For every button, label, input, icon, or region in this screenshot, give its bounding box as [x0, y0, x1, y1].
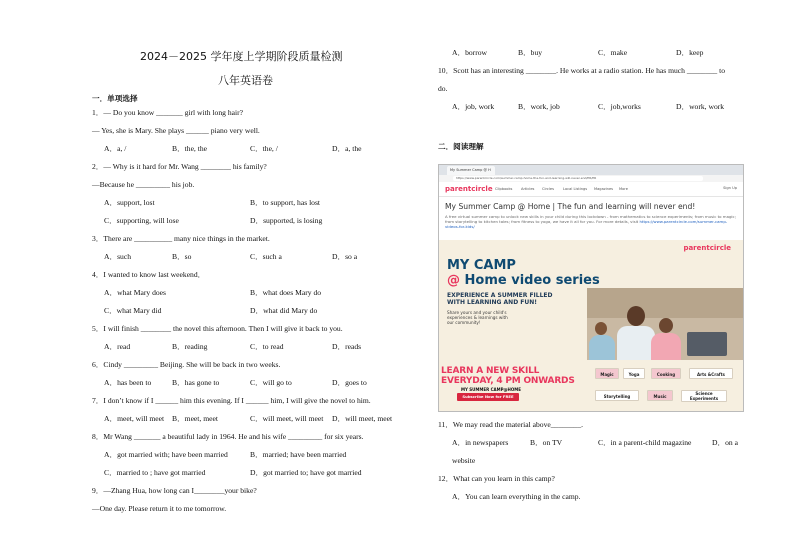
question-3-stem: 3．There are __________ many nice things in the market.	[92, 234, 270, 243]
banner-learn-line1: LEARN A NEW SKILL	[441, 366, 540, 376]
question-6-stem: 6．Cindy _________ Beijing. She will be back in two weeks.	[92, 360, 281, 369]
browser-tab-bar	[439, 165, 743, 175]
q11-option-d: D．on a	[712, 438, 738, 447]
question-5-stem: 5．I will finish ________ the novel this afternoon. Then I will give it back to you.	[92, 324, 343, 333]
chip-storytelling: Storytelling	[595, 390, 639, 401]
browser-address-bar	[439, 175, 743, 182]
question-9-stem: 9．—Zhang Hua, how long can I________your bike?	[92, 486, 257, 495]
q11-option-a: A．in newspapers	[452, 438, 509, 447]
exam-title: 2024－2025 学年度上学期阶段质量检测	[140, 50, 343, 63]
reading-material-screenshot	[438, 164, 744, 412]
question-10-stem2: do.	[438, 84, 448, 93]
camp-banner	[439, 240, 743, 411]
q1-option-d: D．a, the	[332, 144, 362, 153]
subscribe-button: Subscribe Now for FREE	[457, 393, 519, 401]
question-12-stem: 12．What can you learn in this camp?	[438, 474, 555, 483]
q12-option-a: A．You can learn everything in the camp.	[452, 492, 581, 501]
banner-title-line2-text: Home video series	[460, 273, 600, 288]
q6-option-d: D．goes to	[332, 378, 367, 387]
q10-option-c: C．job,works	[598, 102, 641, 111]
q5-option-b: B．reading	[172, 342, 208, 351]
banner-share-line1: Share yours and your child's	[447, 310, 507, 315]
q11-option-d-cont: website	[452, 456, 476, 465]
photo-parent-head	[627, 306, 645, 326]
article-link: https://www.parentcircle.com/summer-camp-videos-for-kids/	[445, 219, 728, 229]
banner-experience	[447, 292, 553, 306]
q10-option-a: A．job, work	[452, 102, 495, 111]
q3-option-c: C．such a	[250, 252, 282, 261]
nav-item-articles: Articles	[521, 187, 535, 191]
q2-option-c: C．supporting, will lose	[104, 216, 179, 225]
chip-arts-crafts: Arts &Crafts	[689, 368, 733, 379]
nav-item-clipbooks: Clipbooks	[495, 187, 513, 191]
banner-experience-line2: WITH LEARNING AND FUN!	[447, 299, 537, 306]
q10-option-b: B．work, job	[518, 102, 560, 111]
q6-option-c: C．will go to	[250, 378, 292, 387]
question-9-stem2: —One day. Please return it to me tomorrow.	[92, 504, 227, 513]
q8-option-b: B．married; have been married	[250, 450, 347, 459]
banner-logo: parentcircle	[683, 244, 731, 252]
q9-option-c: C．make	[598, 48, 628, 57]
q9-option-b: B．buy	[518, 48, 543, 57]
nav-item-more: More	[619, 187, 628, 191]
q11-option-c: C．in a parent-child magazine	[598, 438, 692, 447]
signup-link: Sign Up	[723, 186, 737, 190]
banner-share	[447, 310, 508, 326]
q3-option-b: B．so	[172, 252, 192, 261]
chip-science-line2: Experiments	[689, 395, 719, 401]
family-photo	[587, 288, 743, 360]
article-heading: My Summer Camp @ Home | The fun and learning will never end!	[445, 202, 696, 211]
q8-option-a: A．got married with; have been married	[104, 450, 228, 459]
chip-music: Music	[647, 390, 673, 401]
q1-option-b: B．the, the	[172, 144, 208, 153]
q4-option-c: C．what Mary did	[104, 306, 162, 315]
browser-tab: My Summer Camp @ H	[447, 166, 495, 175]
section-heading-choice: 一．单项选择	[92, 94, 138, 103]
banner-camp-name: MY SUMMER CAMP@HOME	[461, 387, 521, 392]
chip-science-line1: Science	[695, 391, 713, 396]
banner-share-line3: our community!	[447, 320, 481, 326]
q7-option-d: D．will meet, meet	[332, 414, 393, 423]
q8-option-c: C．married to ; have got married	[104, 468, 206, 477]
q7-option-a: A．meet, will meet	[104, 414, 165, 423]
q3-option-a: A．such	[104, 252, 131, 261]
q6-option-a: A．has been to	[104, 378, 152, 387]
q11-option-b: B．on TV	[530, 438, 563, 447]
q2-option-d: D．supported, is losing	[250, 216, 323, 225]
section-heading-reading: 二．阅读理解	[438, 142, 484, 151]
chip-science-experiments	[681, 390, 727, 402]
question-4-stem: 4．I wanted to know last weekend．	[92, 270, 206, 279]
q2-option-a: A．support, lost	[104, 198, 155, 207]
q4-option-b: B．what does Mary do	[250, 288, 322, 297]
nav-item-circles: Circles	[542, 187, 554, 191]
photo-laptop	[687, 332, 727, 356]
q9-option-a: A．borrow	[452, 48, 488, 57]
q4-option-d: D．what did Mary do	[250, 306, 318, 315]
chip-cooking: Cooking	[651, 368, 681, 379]
exam-subtitle: 八年英语卷	[218, 74, 273, 87]
q7-option-b: B．meet, meet	[172, 414, 218, 423]
question-11-stem: 11．We may read the material above________.	[438, 420, 584, 429]
photo-parent-body	[617, 326, 655, 360]
question-1-stem2: — Yes, she is Mary. She plays ______ piano very well.	[92, 126, 260, 135]
banner-title-line2	[447, 273, 600, 288]
q5-option-d: D．reads	[332, 342, 362, 351]
nav-item-local-listings: Local Listings	[563, 187, 588, 191]
banner-at-sign: @	[447, 273, 460, 288]
q3-option-d: D．so a	[332, 252, 358, 261]
photo-child-head	[659, 318, 673, 333]
nav-item-magazines: Magazines	[594, 187, 614, 191]
banner-share-line2: experiences & learnings with	[447, 315, 508, 321]
q2-option-b: B．to support, has lost	[250, 198, 321, 207]
url-text: https://www.parentcircle.com/summer-camp-home-the-fun-and-learning-will-never-end/PR/PR	[453, 176, 703, 181]
question-2-stem2: —Because he _________ his job.	[92, 180, 195, 189]
banner-title-line1: MY CAMP	[447, 258, 516, 273]
q9-option-d: D．keep	[676, 48, 704, 57]
banner-experience-line1: EXPERIENCE A SUMMER FILLED	[447, 292, 553, 299]
question-10-stem: 10．Scott has an interesting ________. He works at a radio station. He has much ________ to	[438, 66, 726, 75]
question-1-stem: 1．— Do you know _______ girl with long hair?	[92, 108, 244, 117]
photo-small-child-head	[595, 322, 607, 335]
q4-option-a: A．what Mary does	[104, 288, 167, 297]
site-logo: parentcircle	[445, 185, 493, 193]
photo-shelf	[587, 288, 743, 318]
q10-option-d: D．work, work	[676, 102, 725, 111]
chip-magic: Magic	[595, 368, 619, 379]
question-7-stem: 7．I don’t know if I ______ him this evening. If I ______ him, I will give the novel to him.	[92, 396, 371, 405]
article-description	[445, 214, 737, 229]
question-2-stem: 2．— Why is it hard for Mr. Wang ________ his family?	[92, 162, 267, 171]
banner-learn-line2: EVERYDAY, 4 PM ONWARDS	[441, 376, 575, 386]
q8-option-d: D．got married to; have got married	[250, 468, 362, 477]
photo-child-body	[651, 333, 681, 360]
site-nav	[439, 182, 743, 197]
q1-option-a: A．a, /	[104, 144, 127, 153]
chip-yoga: Yoga	[623, 368, 645, 379]
q6-option-b: B．has gone to	[172, 378, 220, 387]
q5-option-a: A．read	[104, 342, 131, 351]
photo-small-child-body	[589, 335, 615, 360]
q7-option-c: C．will meet, will meet	[250, 414, 324, 423]
q5-option-c: C．to read	[250, 342, 284, 351]
article-description-text: A free virtual summer camp to unlock new skills in your child during this lockdown - from mathematics to science experiments; from music to magic; from storytelling to kitchen tales; from fitness to yoga, we have it all for you. For more details, visit	[445, 214, 736, 224]
question-8-stem: 8．Mr Wang _______ a beautiful lady in 1964. He and his wife _________ for six years.	[92, 432, 364, 441]
q1-option-c: C．the, /	[250, 144, 278, 153]
